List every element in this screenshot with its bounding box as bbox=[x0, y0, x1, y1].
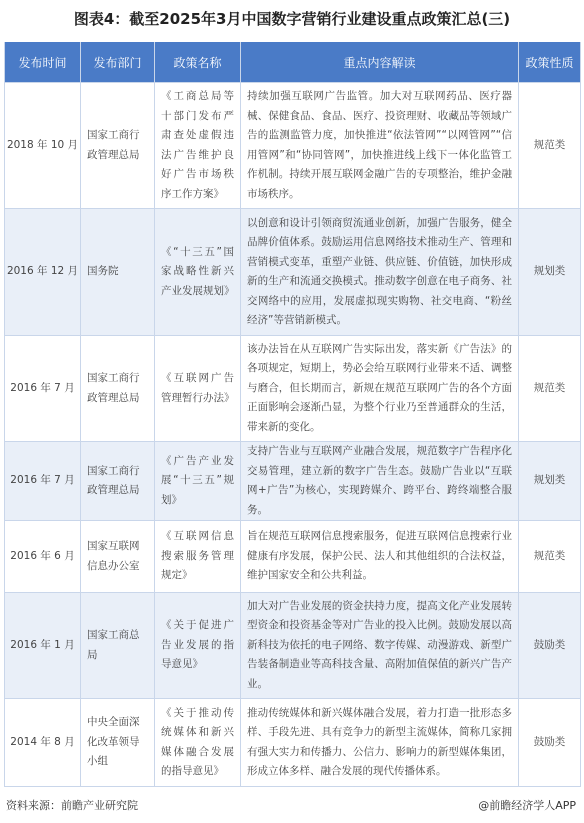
cell-nature: 规范类 bbox=[519, 83, 581, 209]
table-row bbox=[5, 699, 581, 787]
header-content: 重点内容解读 bbox=[241, 42, 519, 83]
cell-dept: 国家工商总局 bbox=[81, 593, 155, 699]
cell-content: 该办法旨在从互联网广告实际出发，落实新《广告法》的各项规定，短期上，势必会给互联网行业带来不适、调整与磨合，但长期而言，新规在规范互联网广告的各个方面正面影响会逐渐凸显，为整个行业乃至普通群众的生活，带来新的变化。 bbox=[241, 336, 519, 442]
cell-date: 2016 年 7 月 bbox=[5, 442, 81, 521]
table-header-row bbox=[5, 42, 581, 83]
cell-content: 加大对广告业发展的资金扶持力度，提高文化产业发展转型资金和投资基金等对广告业的投入比例。鼓励发展以高新科技为依托的电子网络、数字传媒、动漫游戏、新型广告装备制造业等高科技含量、高附加值保值的新兴广告产业。 bbox=[241, 593, 519, 699]
page-title: 图表4：截至2025年3月中国数字营销行业建设重点政策汇总(三) bbox=[73, 10, 511, 28]
source-note: 资料来源：前瞻产业研究院 bbox=[6, 799, 138, 812]
cell-content: 持续加强互联网广告监管。加大对互联网药品、医疗器械、保健食品、食品、医疗、投资理财、收藏品等领域广告的监测监管力度，加快推进“依法管网”“以网管网”“信用管网”和“协同管网”，加快推进线上线下一体化监管工作机制。持续开展互联网金融广告的专项整治，维护金融市场秩序。 bbox=[241, 83, 519, 209]
cell-nature: 鼓励类 bbox=[519, 699, 581, 787]
cell-date: 2016 年 1 月 bbox=[5, 593, 81, 699]
cell-name: 《“十三五”国家战略性新兴产业发展规划》 bbox=[155, 209, 241, 336]
cell-name: 《关于促进广告业发展的指导意见》 bbox=[155, 593, 241, 699]
header-date: 发布时间 bbox=[5, 42, 81, 83]
cell-date: 2016 年 6 月 bbox=[5, 521, 81, 593]
policy-table-container bbox=[4, 42, 580, 787]
cell-nature: 规范类 bbox=[519, 336, 581, 442]
cell-dept: 国家工商行政管理总局 bbox=[81, 83, 155, 209]
cell-name: 《广告产业发展“十三五”规划》 bbox=[155, 442, 241, 521]
cell-date: 2016 年 12 月 bbox=[5, 209, 81, 336]
table-row bbox=[5, 593, 581, 699]
cell-dept: 中央全面深化改革领导小组 bbox=[81, 699, 155, 787]
header-nature: 政策性质 bbox=[519, 42, 581, 83]
table-row bbox=[5, 209, 581, 336]
cell-content: 推动传统媒体和新兴媒体融合发展，着力打造一批形态多样、手段先进、具有竞争力的新型主流媒体，简称几家拥有强大实力和传播力、公信力、影响力的新型媒体集团，形成立体多样、融合发展的现代传播体系。 bbox=[241, 699, 519, 787]
cell-dept: 国家互联网信息办公室 bbox=[81, 521, 155, 593]
table-row bbox=[5, 442, 581, 521]
table-row bbox=[5, 521, 581, 593]
cell-date: 2014 年 8 月 bbox=[5, 699, 81, 787]
cell-name: 《关于推动传统媒体和新兴媒体融合发展的指导意见》 bbox=[155, 699, 241, 787]
policy-table bbox=[4, 42, 581, 787]
cell-date: 2018 年 10 月 bbox=[5, 83, 81, 209]
cell-nature: 规划类 bbox=[519, 442, 581, 521]
table-row bbox=[5, 336, 581, 442]
cell-dept: 国务院 bbox=[81, 209, 155, 336]
credit-note: @前瞻经济学人APP bbox=[478, 799, 576, 812]
cell-nature: 规划类 bbox=[519, 209, 581, 336]
header-dept: 发布部门 bbox=[81, 42, 155, 83]
cell-nature: 规范类 bbox=[519, 521, 581, 593]
cell-name: 《互联网信息搜索服务管理规定》 bbox=[155, 521, 241, 593]
cell-dept: 国家工商行政管理总局 bbox=[81, 336, 155, 442]
cell-name: 《互联网广告管理暂行办法》 bbox=[155, 336, 241, 442]
cell-nature: 鼓励类 bbox=[519, 593, 581, 699]
header-name: 政策名称 bbox=[155, 42, 241, 83]
table-row bbox=[5, 83, 581, 209]
cell-dept: 国家工商行政管理总局 bbox=[81, 442, 155, 521]
cell-content: 旨在规范互联网信息搜索服务，促进互联网信息搜索行业健康有序发展，保护公民、法人和其他组织的合法权益，维护国家安全和公共利益。 bbox=[241, 521, 519, 593]
cell-content: 以创意和设计引领商贸流通业创新，加强广告服务，健全品牌价值体系。鼓励运用信息网络技术推动生产、管理和营销模式变革，重塑产业链、供应链、价值链，加快形成新的生产和流通交换模式。推动数字创意在电子商务、社交网络中的应用，发展虚拟现实购物、社交电商、“粉丝经济”等营销新模式。 bbox=[241, 209, 519, 336]
cell-date: 2016 年 7 月 bbox=[5, 336, 81, 442]
cell-content: 支持广告业与互联网产业融合发展，规范数字广告程序化交易管理，建立新的数字广告生态。鼓励广告业以“互联网+广告”为核心，实现跨媒介、跨平台、跨终端整合服务。 bbox=[241, 442, 519, 521]
cell-name: 《工商总局等十部门发布严肃查处虚假违法广告维护良好广告市场秩序工作方案》 bbox=[155, 83, 241, 209]
